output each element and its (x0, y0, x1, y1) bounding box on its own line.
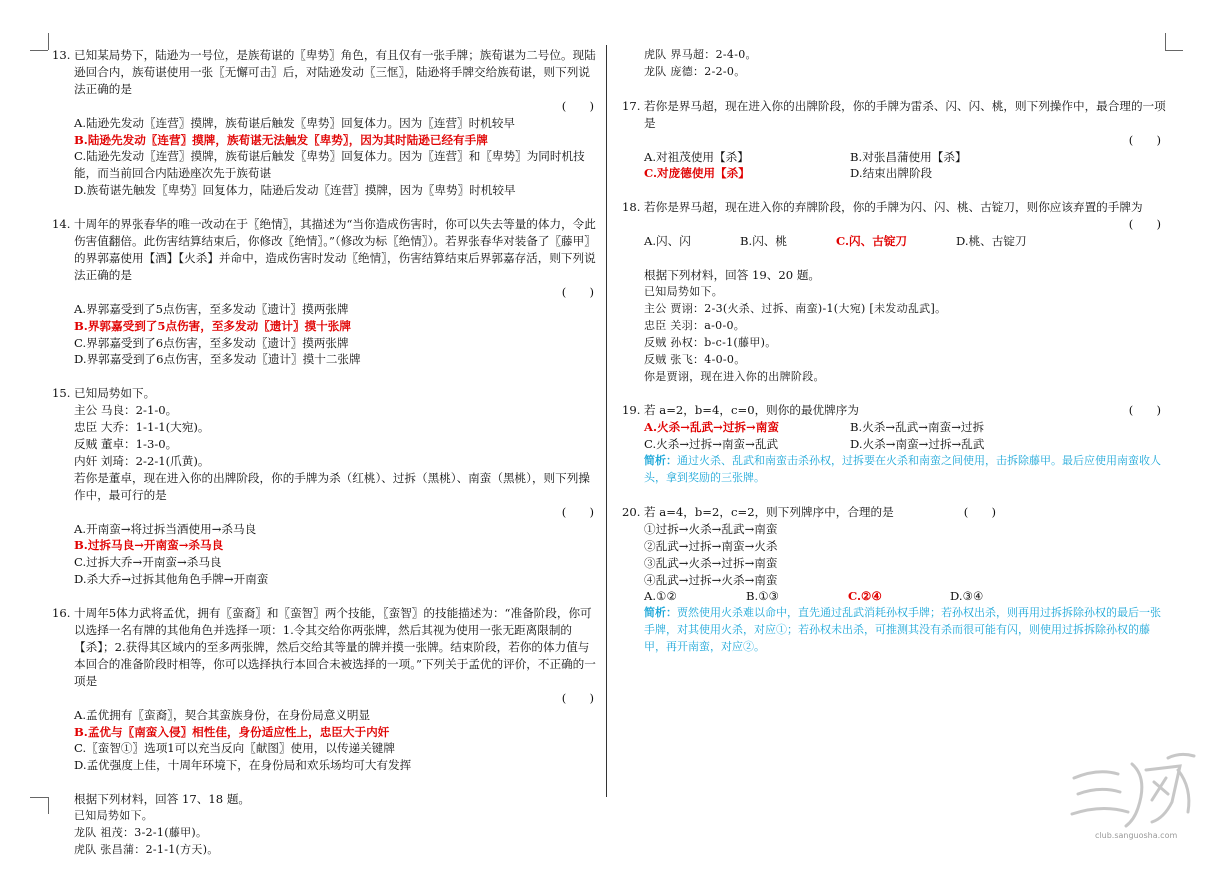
material-line: 虎队 界马超：2-4-0。 (644, 48, 757, 61)
option-a: A.对祖茂使用【杀】 (644, 149, 749, 164)
material-17-18 (52, 791, 600, 859)
sequence-item: ④乱武→过拆→火杀→南蛮 (644, 572, 778, 587)
option-b: B.对张昌蒲使用【杀】 (850, 149, 967, 164)
options-row (622, 233, 1167, 250)
question-stem: 十周年5体力武将孟优，拥有〖蛮裔〗和〖蛮智〗两个技能，〖蛮智〗的技能描述为：“准备阶段，你可以选择一名有牌的其他角色并选择一项：1.令其交给你两张牌，然后其视为使用一张无距离限制的【杀】；2.获得其区域内的至多两张牌，然后交给其等量的牌并摸一张牌。结束阶段，若你的体力值与本回合的准备阶段时相等，你可以选择执行本回合未被选择的一项。”下列关于孟优的评价，不正确的一项是 (74, 606, 596, 688)
question-20 (622, 504, 1167, 656)
situation-line: 反贼 董卓：1-3-0。 (74, 437, 178, 452)
option-b-correct: B.过拆马良→开南蛮→杀马良 (74, 538, 224, 553)
question-number: 18. (622, 200, 641, 215)
answer-paren: ( ) (561, 504, 594, 519)
crop-mark (30, 50, 48, 51)
option-a: A.闪、闪 (644, 234, 691, 249)
answer-paren: ( ) (1128, 132, 1161, 147)
sequence-item: ②乱武→过拆→南蛮→火杀 (644, 538, 778, 553)
question-stem: 已知某局势下，陆逊为一号位，是族荀谌的〖卑势〗角色，有且仅有一张手牌；族荀谌为二号位。现陆逊回合内，族荀谌使用一张〖无懈可击〗后，对陆逊发动〖三恇〗，陆逊将手牌交给族荀谌，则下列说法正确的是 (74, 48, 596, 96)
question-15 (52, 385, 600, 588)
option-d: D.火杀→南蛮→过拆→乱武 (850, 437, 985, 452)
question-number: 13. (52, 48, 71, 62)
option-b-correct: B.界郭嘉受到了5点伤害，至多发动〖遗计〗摸十张牌 (74, 318, 351, 333)
question-stem: 若你是界马超，现在进入你的出牌阶段，你的手牌为雷杀、闪、闪、桃，则下列操作中，最合理的一项是 (644, 98, 1166, 130)
material-intro: 根据下列材料，回答 17、18 题。 (74, 792, 251, 807)
analysis-note: 简析：贾然使用火杀难以命中，直先通过乱武消耗孙权手牌；若孙权出杀，则再用过拆拆除孙权的最后一张手牌，对其使用火杀，对应①；若孙权未出杀，可推测其没有杀而很可能有闪，则使用过拆拆除孙权的藤甲，再开南蛮，对应②。 (644, 606, 1161, 654)
situation-line: 忠臣 大乔：1-1-1(大宛)。 (74, 420, 210, 435)
material-line: 反贼 张飞：4-0-0。 (644, 352, 746, 366)
crop-mark (48, 33, 49, 50)
options-row (622, 149, 1167, 166)
option-c-correct: C.闪、古锭刀 (836, 234, 908, 249)
option-c-correct: C.②④ (848, 589, 882, 604)
material-continued (622, 47, 1167, 81)
question-intro: 已知局势如下。 (74, 386, 156, 401)
option-c-correct: C.对庞德使用【杀】 (644, 166, 750, 181)
option-d: D.界郭嘉受到了6点伤害，至多发动〖遗计〗摸十二张牌 (74, 352, 361, 367)
question-number: 15. (52, 386, 71, 401)
material-line: 忠臣 关羽：a-0-0。 (644, 318, 746, 332)
option-d: D.杀大乔→过拆其他角色手牌→开南蛮 (74, 572, 269, 587)
question-stem: 若你是界马超，现在进入你的弃牌阶段，你的手牌为闪、闪、桃、古锭刀，则你应该弃置的手牌为 (644, 200, 1143, 215)
option-b: B.闪、桃 (740, 234, 787, 249)
option-a: A.界郭嘉受到了5点伤害，至多发动〖遗计〗摸两张牌 (74, 301, 349, 316)
watermark-url: club.sanguosha.com (1095, 831, 1178, 840)
option-c: C.〖蛮智①〗选项1可以充当反向〖献图〗使用，以传递关键牌 (74, 741, 395, 756)
crop-mark (1165, 50, 1183, 51)
question-14 (52, 216, 600, 368)
question-stem: 十周年的界张春华的唯一改动在于〖绝情〗，其描述为“当你造成伤害时，你可以失去等量的体力，令此伤害值翻倍。此伤害结算结束后，你修改〖绝情〗。”（修改为标〖绝情〗）。若界张春华对装备了〖藤甲〗的界郭嘉使用【酒】【火杀】并命中，造成伤害时发动〖绝情〗，伤害结算结束后界郭嘉存活，则下列说法正确的是 (74, 217, 596, 282)
options-row (622, 165, 1167, 182)
material-line: 已知局势如下。 (644, 284, 724, 298)
sequence-item: ①过拆→火杀→乱武→南蛮 (644, 521, 778, 536)
right-column (622, 47, 1167, 673)
option-c: C.火杀→过拆→南蛮→乱武 (644, 437, 779, 452)
question-stem: 若 a=4，b=2，c=2，则下列牌序中，合理的是 ( ) (644, 504, 996, 519)
question-number: 14. (52, 217, 71, 232)
question-number: 19. (622, 403, 641, 418)
question-number: 20. (622, 504, 641, 519)
answer-paren: ( ) (561, 690, 594, 705)
option-c: C.陆逊先发动〖连营〗摸牌，族荀谌后触发〖卑势〗回复体力。因为〖连营〗和〖卑势〗为同时机技能，而当前回合内陆逊座次先于族荀谌 (74, 149, 585, 181)
option-d: D.结束出牌阶段 (850, 166, 933, 181)
material-intro: 根据下列材料，回答 19、20 题。 (644, 268, 821, 283)
material-line: 虎队 张昌蒲：2-1-1(方天)。 (74, 842, 219, 856)
analysis-note: 简析：通过火杀、乱武和南蛮击杀孙权，过拆要在火杀和南蛮之间使用，击拆除藤甲。最后应使用南蛮收人头，拿到奖励的三张牌。 (644, 454, 1161, 485)
answer-paren: ( ) (963, 504, 996, 519)
column-divider (606, 45, 607, 797)
question-stem: 若你是董卓，现在进入你的出牌阶段，你的手牌为杀（红桃）、过拆（黑桃）、南蛮（黑桃），则下列操作中，最可行的是 (74, 470, 590, 502)
question-stem: 若 a=2，b=4，c=0，则你的最优牌序为 ( ) (644, 402, 1167, 419)
answer-paren: ( ) (561, 284, 594, 299)
material-line: 主公 贾诩：2-3(火杀、过拆、南蛮)-1(大宛) [未发动乱武]。 (644, 301, 947, 315)
option-c: C.过拆大乔→开南蛮→杀马良 (74, 555, 222, 570)
question-number: 16. (52, 606, 71, 621)
answer-paren: ( ) (1128, 217, 1161, 232)
option-a: A.①② (644, 589, 677, 604)
question-13 (52, 47, 600, 199)
options-row (622, 588, 1167, 605)
option-b-correct: B.陆逊先发动〖连营〗摸牌，族荀谌无法触发〖卑势〗，因为其时陆逊已经有手牌 (74, 132, 488, 147)
question-19 (622, 402, 1167, 487)
question-17 (622, 98, 1167, 183)
option-a: A.孟优拥有〖蛮裔〗，契合其蛮族身份，在身份局意义明显 (74, 707, 371, 722)
situation-line: 内奸 刘琦：2-2-1(爪黄)。 (74, 453, 210, 468)
option-b: B.①③ (746, 589, 779, 604)
material-line: 你是贾诩，现在进入你的出牌阶段。 (644, 369, 825, 383)
option-a-correct: A.火杀→乱武→过拆→南蛮 (644, 420, 779, 435)
crop-mark (48, 797, 49, 814)
question-18 (622, 199, 1167, 250)
option-d: D.桃、古锭刀 (956, 234, 1027, 249)
question-number: 17. (622, 98, 641, 113)
sequence-item: ③乱武→火杀→过拆→南蛮 (644, 555, 778, 570)
material-19-20 (622, 267, 1167, 385)
question-16 (52, 605, 600, 774)
answer-paren: ( ) (561, 98, 594, 113)
option-a: A.陆逊先发动〖连营〗摸牌，族荀谌后触发〖卑势〗回复体力。因为〖连营〗时机较早 (74, 115, 516, 130)
left-column (52, 47, 600, 876)
material-line: 已知局势如下。 (74, 809, 154, 823)
option-b: B.火杀→乱武→南蛮→过拆 (850, 420, 985, 435)
options-row (622, 419, 1167, 436)
option-d: D.③④ (950, 589, 984, 604)
option-b-correct: B.孟优与〖南蛮入侵〗相性佳，身份适应性上，忠臣大于内奸 (74, 724, 390, 739)
option-a: A.开南蛮→将过拆当酒使用→杀马良 (74, 521, 257, 536)
material-line: 反贼 孙权：b-c-1(藤甲)。 (644, 335, 777, 349)
answer-paren: ( ) (1128, 403, 1161, 418)
material-line: 龙队 庞德：2-2-0。 (644, 64, 746, 78)
sanguosha-logo-watermark (1068, 748, 1198, 840)
crop-mark (30, 797, 48, 798)
options-row (622, 436, 1167, 453)
material-line: 龙队 祖茂：3-2-1(藤甲)。 (74, 826, 208, 840)
situation-line: 主公 马良：2-1-0。 (74, 403, 178, 418)
option-d: D.族荀谌先触发〖卑势〗回复体力，陆逊后发动〖连营〗摸牌，因为〖卑势〗时机较早 (74, 183, 516, 198)
option-c: C.界郭嘉受到了6点伤害，至多发动〖遗计〗摸两张牌 (74, 335, 349, 350)
option-d: D.孟优强度上佳，十周年环境下，在身份局和欢乐场均可大有发挥 (74, 758, 412, 773)
